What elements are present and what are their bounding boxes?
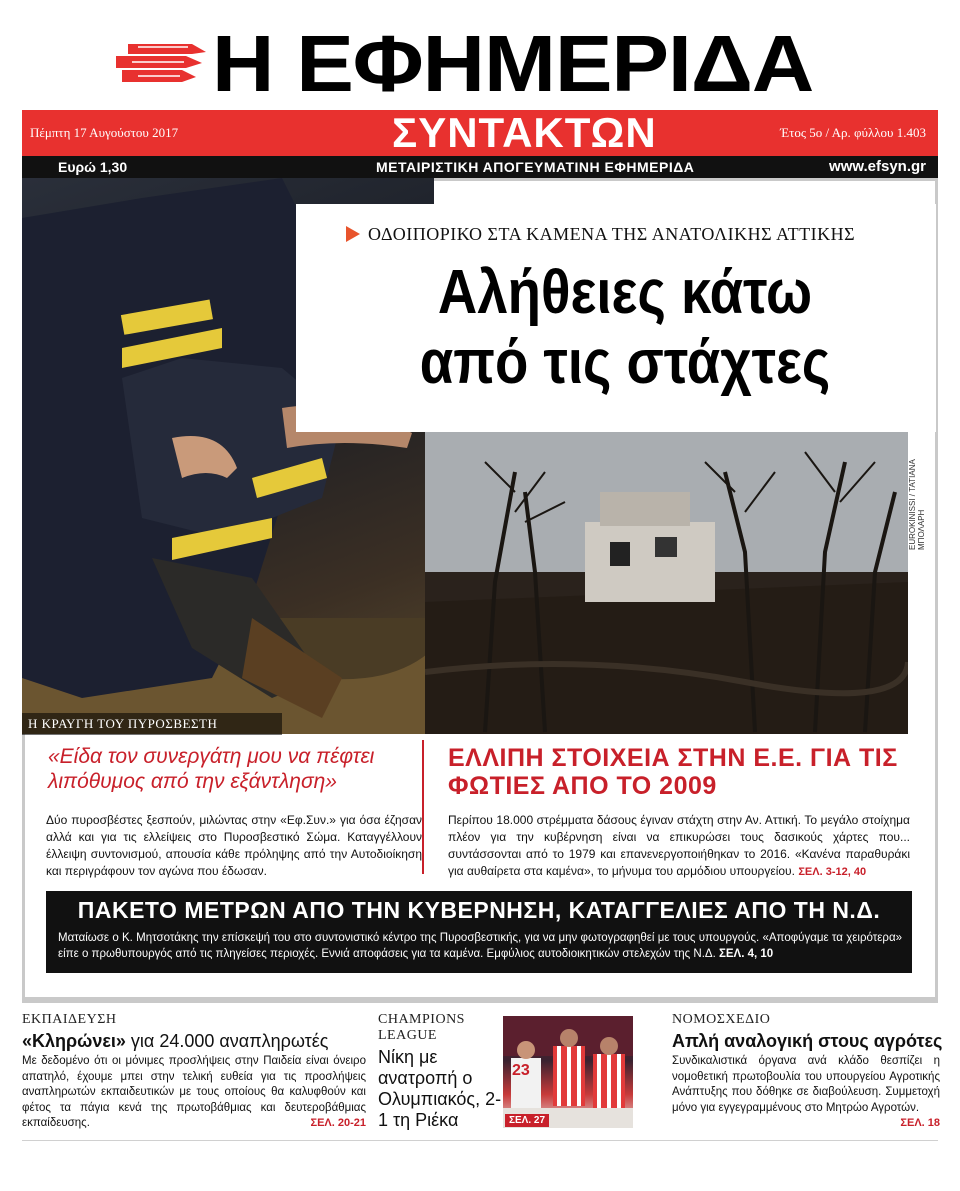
issue-number: Έτος 5ο / Αρ. φύλλου 1.403: [780, 125, 926, 140]
sports-kicker: CHAMPIONS LEAGUE: [378, 1012, 465, 1043]
kicker-arrow-icon: [346, 226, 360, 242]
education-title[interactable]: [22, 1030, 328, 1052]
bill-title[interactable]: Απλή αναλογική στους αγρότες: [672, 1031, 943, 1051]
burnt-house-photo: [425, 432, 908, 734]
education-text: Με δεδομένο ότι οι μόνιμες προσλήψεις στην Παιδεία είναι όνειρο απατηλό, έχουμε μπει στην τελική ευθεία για τις προσλήψεις αναπληρωτών εκπαιδευτικών με τους οποίους θα καλυφθούν και φέτος τα πάγια κενά της πρωτοβάθμιας και δευτεροβάθμιας εκπαίδευσης.: [22, 1055, 366, 1129]
issue-date: Πέμπτη 17 Αυγούστου 2017: [30, 125, 179, 140]
burnt-landscape-illustration: [425, 432, 908, 734]
education-page-ref[interactable]: ΣΕΛ. 20-21: [310, 1117, 366, 1129]
jersey-number: 23: [512, 1062, 530, 1079]
website-link[interactable]: www.efsyn.gr: [829, 158, 926, 175]
left-story-title[interactable]: «Είδα τον συνεργάτη μου να πέφτει λιπόθυμος από την εξάντληση»: [48, 745, 375, 793]
bill-page-ref[interactable]: ΣΕΛ. 18: [900, 1117, 940, 1129]
bill-body: [672, 1054, 940, 1132]
black-box-title[interactable]: ΠΑΚΕΤΟ ΜΕΤΡΩΝ ΑΠΟ ΤΗΝ ΚΥΒΕΡΝΗΣΗ, ΚΑΤΑΓΓΕΛΙΕΣ ΑΠΟ ΤΗ Ν.Δ.: [77, 897, 881, 923]
price: Ευρώ 1,30: [58, 159, 128, 175]
newspaper-subtitle-name: ΣΥΝΤΑΚΤΩΝ: [392, 109, 657, 156]
lead-kicker: ΟΔΟΙΠΟΡΙΚΟ ΣΤΑ ΚΑΜΕΝΑ ΤΗΣ ΑΝΑΤΟΛΙΚΗΣ ΑΤΤΙΚΗΣ: [368, 224, 856, 244]
black-box-page-ref[interactable]: ΣΕΛ. 4, 10: [718, 948, 774, 960]
photo-credit: EUROKINISSI / ΤΑΤΙΑΝΑ ΜΠΟΛΑΡΗ: [908, 459, 926, 550]
newspaper-title: Η ΕΦΗΜΕΡΙΔΑ: [212, 19, 814, 108]
education-title-rest: για 24.000 αναπληρωτές: [125, 1031, 329, 1051]
left-story-body: Δύο πυροσβέστες ξεσπούν, μιλώντας στην «Εφ.Συν.» για όσα έζησαν αλλά και για τις ελλείψεις στο Πυροσβεστικό Σώμα. Καταγγέλλουν έλλειψη συντονισμού, απουσία κάθε πρόληψης από την Αυτοδιοίκηση και περιγράφουν τον αγώνα που έδωσαν.: [46, 813, 422, 878]
right-story-text: Περίπου 18.000 στρέμματα δάσους έγιναν στάχτη στην Αν. Αττική. Το μεγάλο στοίχημα πλέον για την κυβέρνηση είναι να επικυρώσει τους δασικούς χάρτες που... συντάσσονται από το 1979 και επανενεργοποιήθηκαν το 2016. «Κανένα παραθυράκι για αυθαίρετα στα καμένα», το μήνυμα του αρμόδιου υπουργείου.: [448, 813, 910, 878]
education-kicker: ΕΚΠΑΙΔΕΥΣΗ: [22, 1012, 117, 1027]
bill-text: Συνδικαλιστικά όργανα ανά κλάδο θεσπίζει η νομοθετική πρωτοβουλία του υπουργείου Αγροτικής Ανάπτυξης που δόθηκε σε διαβούλευση. Συμμετοχή μόνο για εγγεγραμμένους στο Μητρώο Αγροτών.: [672, 1055, 940, 1114]
flame-logo-icon: [108, 40, 212, 86]
sports-page-ref[interactable]: ΣΕΛ. 27: [505, 1114, 549, 1127]
photo-caption: Η ΚΡΑΥΓΗ ΤΟΥ ΠΥΡΟΣΒΕΣΤΗ: [22, 713, 282, 735]
bottom-rule: [22, 1000, 938, 1003]
lead-headline-line1: Αλήθειες κάτω: [437, 258, 813, 327]
tagline: ΜΕΤΑΙΡΙΣΤΙΚΗ ΑΠΟΓΕΥΜΑΤΙΝΗ ΕΦΗΜΕΡΙΔΑ: [376, 159, 695, 175]
sports-title[interactable]: Νίκη με ανατροπή ο Ολυμπιακός, 2-1 τη Ριέκα: [378, 1047, 502, 1130]
bill-kicker: ΝΟΜΟΣΧΕΔΙΟ: [672, 1012, 771, 1027]
lead-headline-line2: από τις στάχτες: [419, 328, 831, 397]
black-box-body: [58, 930, 902, 962]
story-divider: [422, 740, 424, 874]
lead-headline[interactable]: [365, 258, 884, 398]
education-body: [22, 1054, 366, 1132]
right-story-page-ref[interactable]: ΣΕΛ. 3-12, 40: [798, 866, 867, 878]
black-box-text: Ματαίωσε ο Κ. Μητσοτάκης την επίσκεψή του στο συντονιστικό κέντρο της Πυροσβεστικής, για να μην φωτογραφηθεί με τους υπουργούς. «Αποφύγαμε τα χειρότερα» είπε ο πρωθυπουργός από τις πληγείσες περιοχές. Εννιά αποφάσεις για τα καμένα. Εμφύλιος αυτοδιοικητικών στελεχών της Ν.Δ.: [58, 932, 902, 960]
right-story-title[interactable]: ΕΛΛΙΠΗ ΣΤΟΙΧΕΙΑ ΣΤΗΝ Ε.Ε. ΓΙΑ ΤΙΣ ΦΩΤΙΕΣ ΑΠΟ ΤΟ 2009: [448, 744, 898, 800]
bottom-line: [22, 1140, 938, 1141]
right-story-body: [448, 812, 910, 881]
education-title-bold: «Κληρώνει»: [22, 1031, 126, 1051]
